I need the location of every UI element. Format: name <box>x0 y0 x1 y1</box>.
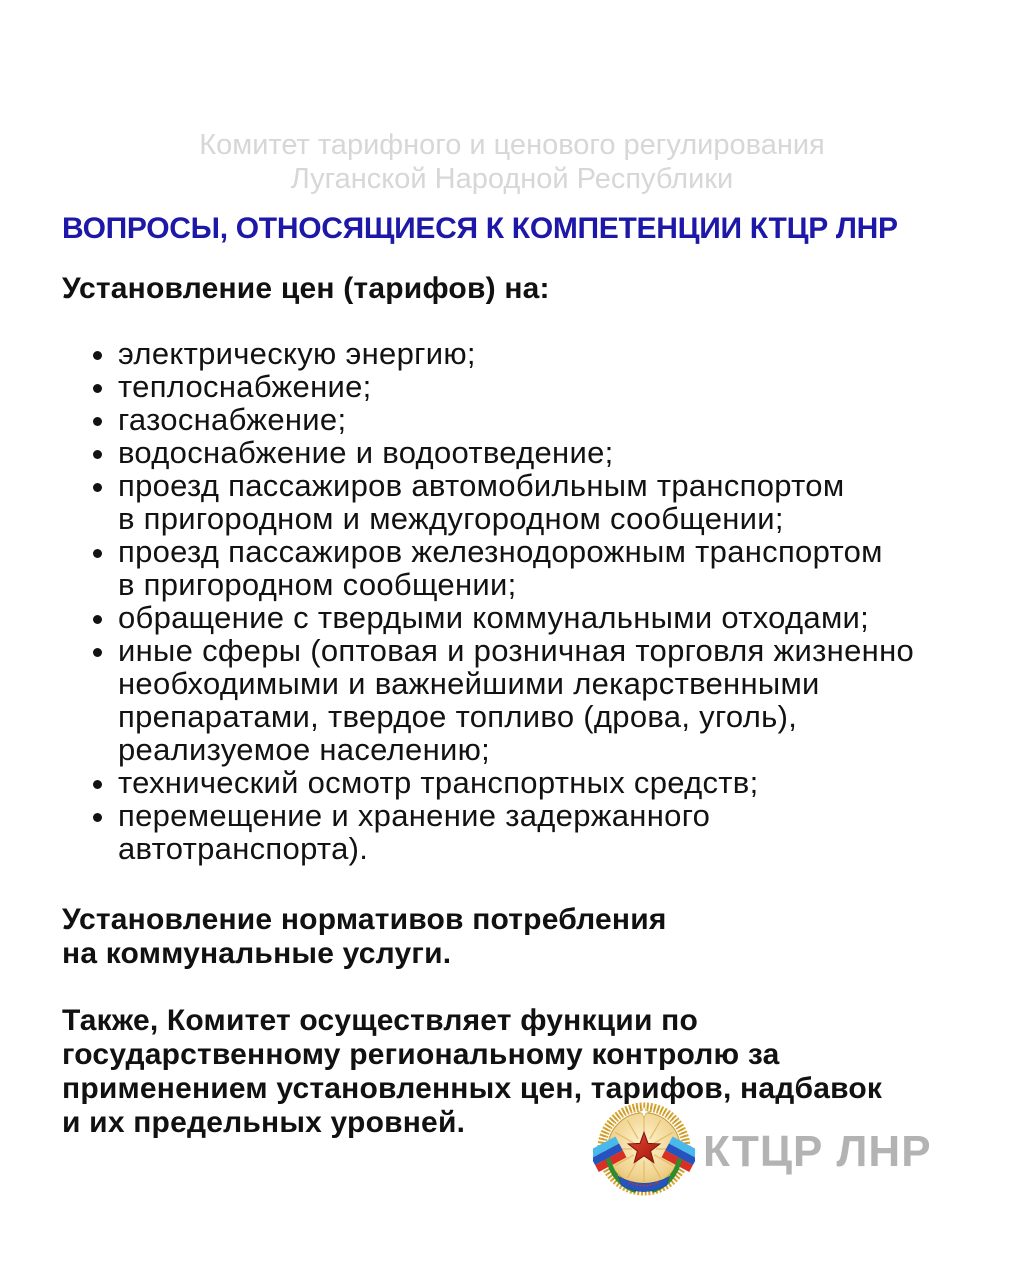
control-paragraph: Также, Комитет осуществляет функции по государственному региональному контролю за применением установленных цен, тарифов, надбавок и их предельных уровней. <box>62 1004 883 1139</box>
list-item: • проезд пассажиров автомобильным транспортом в пригородном и междугородном сообщении; <box>118 469 1024 535</box>
norms-paragraph: Установление нормативов потребления на коммунальные услуги. <box>62 903 667 970</box>
ktcr-lnr-watermark: КТЦР ЛНР <box>703 1127 932 1176</box>
tariffs-section-heading: Установление цен (тарифов) на: <box>62 272 550 305</box>
list-item: • проезд пассажиров железнодорожным транспортом в пригородном сообщении; <box>118 535 1024 601</box>
organization-header: Комитет тарифного и ценового регулирования Луганской Народной Республики <box>199 129 825 195</box>
list-item: • водоснабжение и водоотведение; <box>118 436 1024 469</box>
tariffs-list <box>62 337 1024 865</box>
list-item: • электрическую энергию; <box>118 337 1024 370</box>
list-item: • перемещение и хранение задержанного автотранспорта). <box>118 799 1024 865</box>
list-item: • теплоснабжение; <box>118 370 1024 403</box>
list-item: • иные сферы (оптовая и розничная торговля жизненно необходимыми и важнейшими лекарственными препаратами, твердое топливо (дрова, уголь), реализуемое населению; <box>118 634 1024 766</box>
list-item: • технический осмотр транспортных средств; <box>118 766 1024 799</box>
list-item: • газоснабжение; <box>118 403 1024 436</box>
list-item: • обращение с твердыми коммунальными отходами; <box>118 601 1024 634</box>
page-title: ВОПРОСЫ, ОТНОСЯЩИЕСЯ К КОМПЕТЕНЦИИ КТЦР ЛНР <box>62 212 898 245</box>
lnr-coat-of-arms-icon <box>593 1100 695 1198</box>
